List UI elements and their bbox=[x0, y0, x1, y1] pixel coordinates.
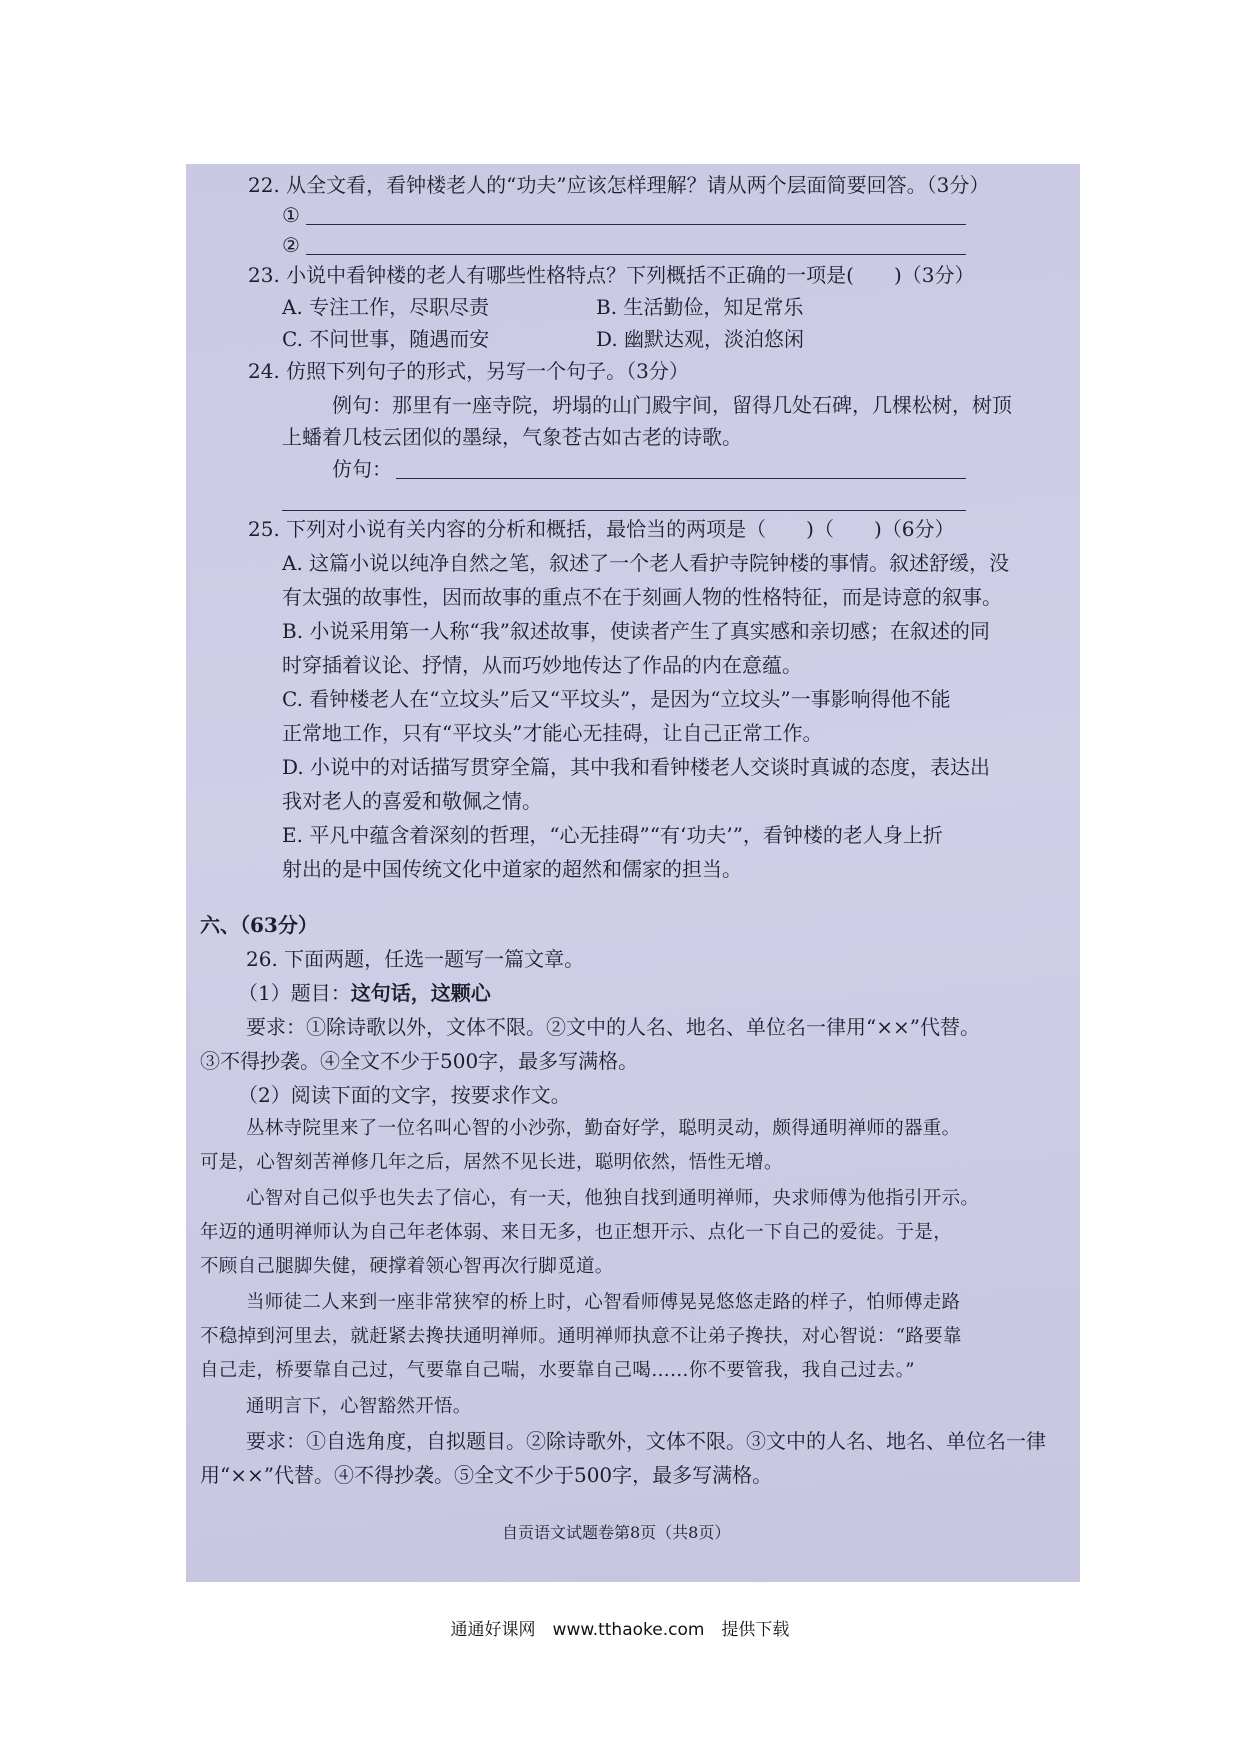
passage-para-1-line-2: 可是，心智刻苦禅修几年之后，居然不见长进，聪明依然，悟性无增。 bbox=[200, 1152, 783, 1173]
q24-stem: 24. 仿照下列句子的形式，另写一个句子。（3分） bbox=[248, 359, 689, 383]
q22-answer-line-1 bbox=[306, 224, 966, 225]
q22-answer-line-2 bbox=[306, 254, 966, 255]
passage-para-4: 通明言下，心智豁然开悟。 bbox=[246, 1396, 472, 1417]
passage-para-1-line-1: 丛林寺院里来了一位名叫心智的小沙弥，勤奋好学，聪明灵动，颇得通明禅师的器重。 bbox=[246, 1118, 961, 1139]
q22-stem: 22. 从全文看，看钟楼老人的“功夫”应该怎样理解？请从两个层面简要回答。（3分） bbox=[248, 173, 990, 197]
q24-answer-line-1 bbox=[396, 478, 966, 479]
q23-option-a: A. 专注工作，尽职尽责 bbox=[282, 295, 490, 319]
topic-1-line bbox=[238, 980, 491, 1006]
exam-page bbox=[186, 164, 1080, 1582]
passage-para-2-line-2: 年迈的通明禅师认为自己年老体弱、来日无多，也正想开示、点化一下自己的爱徒。于是， bbox=[200, 1222, 953, 1243]
site-footer: 通通好课网 www.tthaoke.com 提供下载 bbox=[450, 1620, 790, 1640]
topic-2-requirements-line-2: 用“××”代替。④不得抄袭。⑤全文不少于500字，最多写满格。 bbox=[200, 1463, 773, 1487]
q24-example-line-2: 上蟠着几枝云团似的墨绿，气象苍古如古老的诗歌。 bbox=[282, 425, 742, 449]
passage-para-3-line-1: 当师徒二人来到一座非常狭窄的桥上时，心智看师傅晃晃悠悠走路的样子，怕师傅走路 bbox=[246, 1292, 961, 1313]
topic-1-label: （1）题目： bbox=[238, 981, 351, 1005]
passage-para-2-line-3: 不顾自己腿脚失健，硬撑着领心智再次行脚觅道。 bbox=[200, 1256, 614, 1277]
topic-1-requirements-line-1: 要求：①除诗歌以外，文体不限。②文中的人名、地名、单位名一律用“××”代替。 bbox=[246, 1015, 980, 1039]
q23-option-b: B. 生活勤俭，知足常乐 bbox=[596, 295, 804, 319]
q25-option-a-line-1: A. 这篇小说以纯净自然之笔，叙述了一个老人看护寺院钟楼的事情。叙述舒缓，没 bbox=[282, 551, 1010, 575]
q25-option-a-line-2: 有太强的故事性，因而故事的重点不在于刻画人物的性格特征，而是诗意的叙事。 bbox=[282, 585, 1002, 609]
topic-2-requirements-line-1: 要求：①自选角度，自拟题目。②除诗歌外，文体不限。③文中的人名、地名、单位名一律 bbox=[246, 1429, 1046, 1453]
q25-option-d-line-2: 我对老人的喜爱和敬佩之情。 bbox=[282, 789, 542, 813]
topic-1-title: 这句话，这颗心 bbox=[350, 981, 491, 1005]
q25-option-c-line-1: C. 看钟楼老人在“立坟头”后又“平坟头”，是因为“立坟头”一事影响得他不能 bbox=[282, 687, 951, 711]
q25-option-e-line-2: 射出的是中国传统文化中道家的超然和儒家的担当。 bbox=[282, 857, 742, 881]
q24-answer-line-2 bbox=[282, 510, 966, 511]
q22-blank-2-label: ② bbox=[282, 233, 300, 257]
passage-para-3-line-3: 自己走，桥要靠自己过，气要靠自己喘，水要靠自己喝……你不要管我，我自己过去。” bbox=[200, 1360, 915, 1381]
q25-option-e-line-1: E. 平凡中蕴含着深刻的哲理，“心无挂碍”“有‘功夫’”，看钟楼的老人身上折 bbox=[282, 823, 943, 847]
page-footer: 自贡语文试题卷第8页（共8页） bbox=[502, 1523, 731, 1542]
q25-option-c-line-2: 正常地工作，只有“平坟头”才能心无挂碍，让自己正常工作。 bbox=[282, 721, 823, 745]
q25-option-b-line-2: 时穿插着议论、抒情，从而巧妙地传达了作品的内在意蕴。 bbox=[282, 653, 802, 677]
q26-stem: 26. 下面两题，任选一题写一篇文章。 bbox=[246, 947, 585, 971]
passage-para-2-line-1: 心智对自己似乎也失去了信心，有一天，他独自找到通明禅师，央求师傅为他指引开示。 bbox=[246, 1188, 980, 1209]
topic-2-intro: （2）阅读下面的文字，按要求作文。 bbox=[238, 1083, 571, 1107]
topic-1-requirements-line-2: ③不得抄袭。④全文不少于500字，最多写满格。 bbox=[200, 1049, 639, 1073]
q25-stem: 25. 下列对小说有关内容的分析和概括，最恰当的两项是（ )（ )（6分） bbox=[248, 517, 955, 541]
q24-answer-label: 仿句： bbox=[332, 457, 392, 481]
q23-option-d: D. 幽默达观，淡泊悠闲 bbox=[596, 327, 805, 351]
q23-option-c: C. 不问世事，随遇而安 bbox=[282, 327, 490, 351]
q22-blank-1-label: ① bbox=[282, 203, 300, 227]
section-6-heading: 六、（63分） bbox=[200, 913, 318, 937]
q23-stem: 23. 小说中看钟楼的老人有哪些性格特点？下列概括不正确的一项是( )（3分） bbox=[248, 263, 975, 287]
q24-example-line-1: 例句：那里有一座寺院，坍塌的山门殿宇间，留得几处石碑，几棵松树，树顶 bbox=[332, 393, 1012, 417]
q25-option-d-line-1: D. 小说中的对话描写贯穿全篇，其中我和看钟楼老人交谈时真诚的态度，表达出 bbox=[282, 755, 991, 779]
q25-option-b-line-1: B. 小说采用第一人称“我”叙述故事，使读者产生了真实感和亲切感；在叙述的同 bbox=[282, 619, 990, 643]
passage-para-3-line-2: 不稳掉到河里去，就赶紧去搀扶通明禅师。通明禅师执意不让弟子搀扶，对心智说：“路要靠 bbox=[200, 1326, 962, 1347]
